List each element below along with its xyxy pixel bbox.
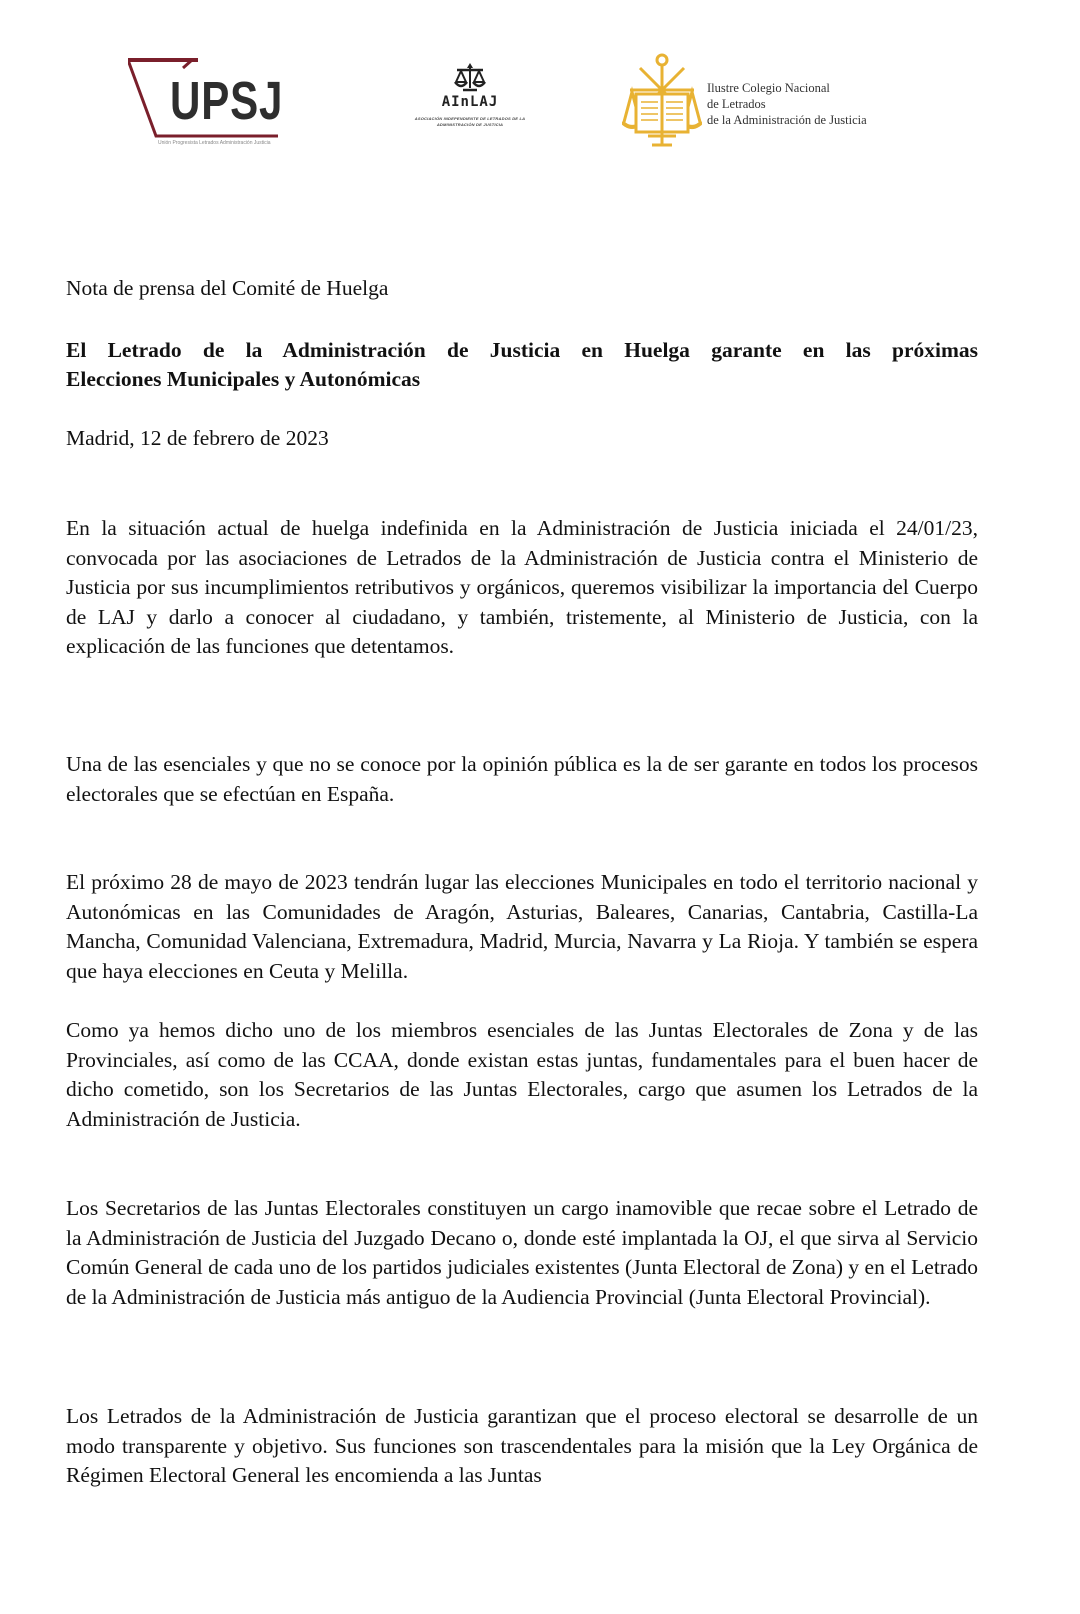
kicker: Nota de prensa del Comité de Huelga [66, 276, 389, 300]
scales-of-justice-icon [453, 62, 487, 92]
headline-line2: Elecciones Municipales y Autonómicas [66, 367, 421, 391]
headline-line1: El Letrado de la Administración de Justicia en Huelga garante en las próximas [66, 338, 978, 362]
paragraph-1: En la situación actual de huelga indefinida en la Administración de Justicia iniciada el 24/01/23, convocada por las asociaciones de Letrados de la Administración de Justicia contra el Ministerio de Justicia por sus incumplimientos retributivos y orgánicos, queremos visibilizar la importancia del Cuerpo de LAJ y darlo a conocer al ciudadano, y también, tristemente, al Ministerio de Justicia, con la explicación de las funciones que detentamos. [66, 516, 978, 658]
logo-header [0, 40, 1080, 170]
paragraph-2: Una de las esenciales y que no se conoce por la opinión pública es la de ser garante en todos los procesos electorales que se efectúan en España. [66, 752, 978, 806]
colegio-name-line1: Ilustre Colegio Nacional [707, 81, 830, 95]
paragraph-3: El próximo 28 de mayo de 2023 tendrán lugar las elecciones Municipales en todo el territorio nacional y Autonómicas en las Comunidades de Aragón, Asturias, Baleares, Canarias, Cantabria, Castilla-La Mancha, Comunidad Valenciana, Extremadura, Madrid, Murcia, Navarra y La Rioja. Y también se espera que haya elecciones en Ceuta y Melilla. [66, 870, 978, 983]
paragraph-6: Los Letrados de la Administración de Justicia garantizan que el proceso electoral se desarrolle de un modo transparente y objetivo. Sus funciones son trascendentales para la misión que la Ley Orgánica de Régimen Electoral General les encomienda a las Juntas [66, 1404, 978, 1487]
colegio-name-line3: de la Administración de Justicia [707, 113, 867, 127]
dateline: Madrid, 12 de febrero de 2023 [66, 426, 329, 450]
paragraph-4: Como ya hemos dicho uno de los miembros esenciales de las Juntas Electorales de Zona y de las Provinciales, así como de las CCAA, donde existan estas juntas, fundamentales para el buen hacer de dicho cometido, son los Secretarios de las Juntas Electorales, cargo que asumen los Letrados de la Administración de Justicia. [66, 1018, 978, 1131]
ainlaj-logo [395, 62, 545, 152]
colegio-logo [622, 50, 922, 160]
ainlaj-subtitle-line2: ADMINISTRACIÓN DE JUSTICIA [436, 122, 504, 127]
colegio-name [707, 80, 867, 128]
book-scales-swords-emblem-icon [622, 50, 702, 160]
colegio-name-line2: de Letrados [707, 97, 766, 111]
upsj-wordmark: UPSJ [170, 71, 284, 131]
headline [66, 336, 978, 394]
upsj-logo [128, 58, 288, 153]
ainlaj-subtitle-line1: ASOCIACIÓN INDEPENDIENTE DE LETRADOS DE LA [414, 116, 526, 121]
ainlaj-subtitle [395, 116, 545, 128]
upsj-subtitle: Unión Progresista Letrados Administración Justicia [158, 140, 271, 146]
ainlaj-wordmark: AInLAJ [441, 94, 499, 110]
paragraph-5: Los Secretarios de las Juntas Electorales constituyen un cargo inamovible que recae sobre el Letrado de la Administración de Justicia del Juzgado Decano o, donde esté implantada la OJ, el que sirva al Servicio Común General de cada uno de los partidos judiciales existentes (Junta Electoral de Zona) y en el Letrado de la Administración de Justicia más antiguo de la Audiencia Provincial (Junta Electoral Provincial). [66, 1196, 978, 1309]
